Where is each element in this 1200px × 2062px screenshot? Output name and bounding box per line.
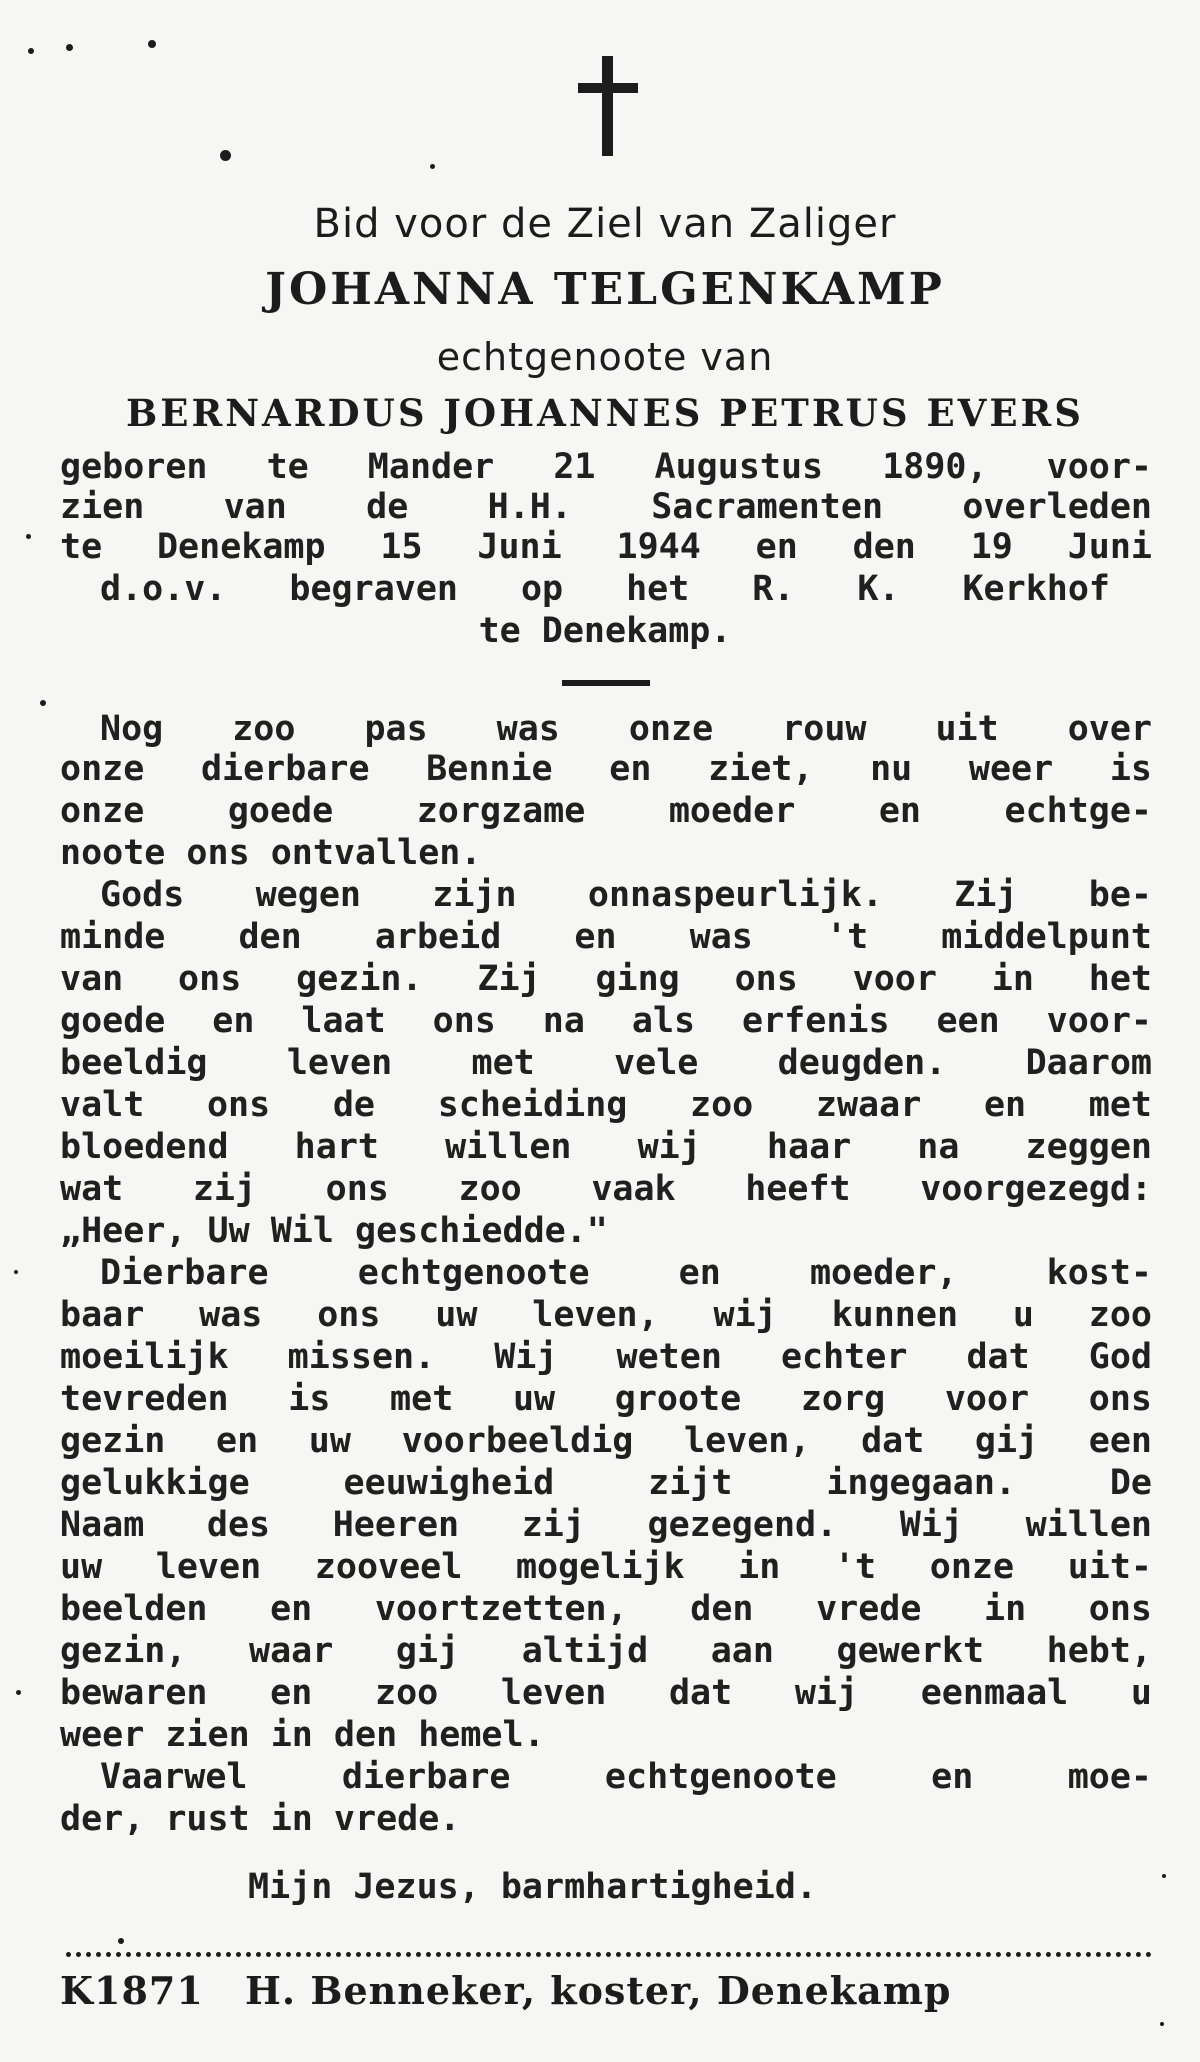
body-line: Vaarwel dierbare echtgenoote en moe- xyxy=(100,1757,1152,1797)
body-line: beelden en voortzetten, den vrede in ons xyxy=(60,1589,1152,1629)
dotted-separator xyxy=(66,1952,1152,1957)
bio-line: geboren te Mander 21 Augustus 1890, voor- xyxy=(60,447,1152,487)
speck xyxy=(1162,1874,1166,1878)
body-line: uw leven zooveel mogelijk in 't onze uit- xyxy=(60,1547,1152,1587)
speck xyxy=(14,1270,18,1274)
speck xyxy=(66,44,73,51)
speck xyxy=(118,1938,124,1944)
speck xyxy=(220,150,231,161)
body-line: gezin en uw voorbeeldig leven, dat gij een xyxy=(60,1421,1152,1461)
body-line: bewaren en zoo leven dat wij eenmaal u xyxy=(60,1673,1152,1713)
speck xyxy=(16,1690,21,1695)
body-line: minde den arbeid en was 't middelpunt xyxy=(60,917,1152,957)
body-line: gelukkige eeuwigheid zijt ingegaan. De xyxy=(60,1463,1152,1503)
body-line: Naam des Heeren zij gezegend. Wij willen xyxy=(60,1505,1152,1545)
divider xyxy=(562,680,650,686)
speck xyxy=(148,40,156,48)
speck xyxy=(1160,2022,1164,2026)
prayer-intro: Bid voor de Ziel van Zaliger xyxy=(313,201,897,247)
bio-line: d.o.v. begraven op het R. K. Kerkhof xyxy=(100,569,1110,609)
body-line: Gods wegen zijn onnaspeurlijk. Zij be- xyxy=(100,875,1152,915)
spouse-label: echtgenoote van xyxy=(436,335,774,379)
body-line: goede en laat ons na als erfenis een voor- xyxy=(60,1001,1152,1041)
body-line: Dierbare echtgenoote en moeder, kost- xyxy=(100,1253,1152,1293)
bio-line: te Denekamp. xyxy=(478,611,732,651)
body-line: van ons gezin. Zij ging ons voor in het xyxy=(60,959,1152,999)
body-line: weer zien in den hemel. xyxy=(60,1715,545,1755)
body-line: valt ons de scheiding zoo zwaar en met xyxy=(60,1085,1152,1125)
bio-line: te Denekamp 15 Juni 1944 en den 19 Juni xyxy=(60,527,1152,567)
body-line: bloedend hart willen wij haar na zeggen xyxy=(60,1127,1152,1167)
body-line: Nog zoo pas was onze rouw uit over xyxy=(100,709,1152,749)
body-line: gezin, waar gij altijd aan gewerkt hebt, xyxy=(60,1631,1152,1671)
closing-prayer: Mijn Jezus, barmhartigheid. xyxy=(248,1867,817,1907)
speck xyxy=(26,534,31,539)
body-line: der, rust in vrede. xyxy=(60,1799,461,1839)
speck xyxy=(28,48,34,54)
body-line: noote ons ontvallen. xyxy=(60,833,482,873)
body-line: tevreden is met uw groote zorg voor ons xyxy=(60,1379,1152,1419)
printer-credit: H. Benneker, koster, Denekamp xyxy=(245,1968,952,2013)
body-line: wat zij ons zoo vaak heeft voorgezegd: xyxy=(60,1169,1152,1209)
deceased-name: JOHANNA TELGENKAMP xyxy=(265,264,945,315)
body-line: onze dierbare Bennie en ziet, nu weer is xyxy=(60,749,1152,789)
print-code: K1871 xyxy=(60,1968,204,2013)
spouse-name: BERNARDUS JOHANNES PETRUS EVERS xyxy=(125,391,1085,435)
speck xyxy=(40,700,46,706)
body-line: „Heer, Uw Wil geschiedde." xyxy=(60,1211,608,1251)
body-line: beeldig leven met vele deugden. Daarom xyxy=(60,1043,1152,1083)
speck xyxy=(430,164,435,169)
bio-line: zien van de H.H. Sacramenten overleden xyxy=(60,487,1152,527)
body-line: onze goede zorgzame moeder en echtge- xyxy=(60,791,1152,831)
latin-cross-icon xyxy=(578,56,638,156)
body-line: moeilijk missen. Wij weten echter dat God xyxy=(60,1337,1152,1377)
body-line: baar was ons uw leven, wij kunnen u zoo xyxy=(60,1295,1152,1335)
